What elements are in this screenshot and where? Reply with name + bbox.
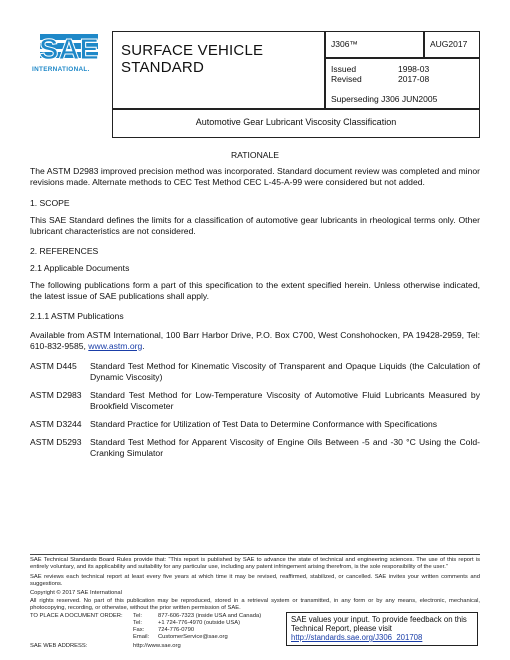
fax-label: Fax: bbox=[133, 627, 145, 633]
email-label: Email: bbox=[133, 634, 150, 640]
revised-label: Revised bbox=[331, 74, 362, 84]
astm-availability-body: Available from ASTM International, 100 Barr Harbor Drive, P.O. Box C700, West Conshohocken, PA 19428-2959, Tel: 610-832-9585, bbox=[30, 330, 480, 351]
reference-code: ASTM D3244 bbox=[30, 419, 82, 429]
reference-code: ASTM D5293 bbox=[30, 437, 82, 447]
reference-title: Standard Test Method for Apparent Viscosity of Engine Oils Between -5 and -30 °C Using the Cold-Cranking Simulator bbox=[90, 437, 480, 458]
astm-publications-heading: 2.1.1 ASTM Publications bbox=[30, 311, 124, 321]
footer-rights: All rights reserved. No part of this publication may be reproduced, stored in a retrieval system or transmitted, in any form or by any means, electronic, mechanical, photocopying, recording, or otherwise, without the prior written permission of SAE. bbox=[30, 598, 480, 611]
document-subject-box bbox=[112, 108, 480, 138]
order-label: TO PLACE A DOCUMENT ORDER: bbox=[30, 613, 123, 619]
footer-copyright: Copyright © 2017 SAE International bbox=[30, 590, 122, 596]
logo-subtext: INTERNATIONAL. bbox=[32, 66, 90, 73]
document-type-line1: SURFACE VEHICLE bbox=[121, 42, 264, 59]
feedback-link[interactable]: http://standards.sae.org/J306_201708 bbox=[291, 633, 423, 642]
doc-number: J306™ bbox=[331, 39, 358, 49]
sae-logo bbox=[30, 30, 110, 80]
issued-label: Issued bbox=[331, 64, 357, 74]
reference-code: ASTM D2983 bbox=[30, 390, 82, 400]
document-type-box bbox=[112, 31, 326, 110]
reference-title: Standard Test Method for Kinematic Viscosity of Transparent and Opaque Liquids (the Calculation of Dynamic Viscosity) bbox=[90, 361, 480, 382]
superseding-note: Superseding J306 JUN2005 bbox=[331, 94, 438, 104]
document-type bbox=[121, 42, 263, 76]
feedback-line1: SAE values your input. To provide feedback on this bbox=[291, 615, 467, 624]
scope-heading: 1. SCOPE bbox=[30, 198, 70, 208]
web-label: SAE WEB ADDRESS: bbox=[30, 643, 88, 649]
scope-text: This SAE Standard defines the limits for a classification of automotive gear lubricants in rheological terms only. Other lubricant characteristics are not considered. bbox=[30, 215, 480, 236]
revised-row bbox=[331, 74, 430, 84]
document-subject: Automotive Gear Lubricant Viscosity Classification bbox=[195, 117, 397, 127]
rationale-heading: RATIONALE bbox=[230, 150, 280, 160]
doc-date: AUG2017 bbox=[430, 39, 468, 49]
tel2-label: Tel: bbox=[133, 620, 143, 626]
applicable-documents-heading: 2.1 Applicable Documents bbox=[30, 263, 130, 273]
footer-review-policy: SAE reviews each technical report at least every five years at which time it may be revised, reaffirmed, stabilized, or cancelled. SAE invites your written comments and suggestions. bbox=[30, 574, 480, 587]
references-heading: 2. REFERENCES bbox=[30, 246, 99, 256]
tel-value: 877-606-7323 (inside USA and Canada) bbox=[158, 613, 262, 619]
rationale-text: The ASTM D2983 improved precision method was incorporated. Standard document review was completed and minor revisions made. Alternate methods to CEC Test Method CEC L-45-A-99 were considered but not added. bbox=[30, 166, 480, 187]
applicable-documents-text: The following publications form a part of this specification to the extent specified herein. Unless otherwise indicated, the latest issue of SAE publications shall apply. bbox=[30, 280, 480, 301]
reference-item bbox=[30, 390, 480, 411]
tel2-value: +1 724-776-4970 (outside USA) bbox=[158, 620, 241, 626]
revised-value: 2017-08 bbox=[398, 74, 430, 84]
issued-row bbox=[331, 64, 430, 74]
doc-date-box bbox=[423, 31, 480, 59]
reference-title: Standard Practice for Utilization of Test Data to Determine Conformance with Specifications bbox=[90, 419, 438, 429]
web-value[interactable]: http://www.sae.org bbox=[133, 643, 181, 649]
reference-title: Standard Test Method for Low-Temperature Viscosity of Automotive Fluid Lubricants Measured by Brookfield Viscometer bbox=[90, 390, 480, 411]
tel-label: Tel: bbox=[133, 613, 143, 619]
astm-availability-end: . bbox=[142, 340, 145, 351]
reference-item bbox=[30, 361, 480, 382]
footer-divider bbox=[30, 554, 480, 555]
feedback-box bbox=[286, 612, 478, 646]
reference-item bbox=[30, 419, 480, 430]
feedback-line2: Technical Report, please visit bbox=[291, 624, 392, 633]
astm-website-link[interactable]: www.astm.org bbox=[88, 340, 143, 351]
email-value[interactable]: CustomerService@sae.org bbox=[158, 634, 228, 640]
footer-board-rules: SAE Technical Standards Board Rules provide that: “This report is published by SAE to advance the state of technical and engineering sciences. The use of this report is entirely voluntary, and its applicability and suitability for any particular use, including any patent infringement arising therefrom, is the sole responsibility of the user.” bbox=[30, 557, 480, 570]
fax-value: 724-776-0790 bbox=[158, 627, 195, 633]
doc-number-box bbox=[324, 31, 425, 59]
logo-text: SAE bbox=[39, 34, 99, 66]
document-type-line2: STANDARD bbox=[121, 59, 204, 76]
doc-history-box bbox=[324, 57, 480, 110]
issued-value: 1998-03 bbox=[398, 64, 430, 74]
reference-item bbox=[30, 437, 480, 458]
reference-code: ASTM D445 bbox=[30, 361, 77, 371]
astm-availability-text bbox=[30, 330, 480, 351]
